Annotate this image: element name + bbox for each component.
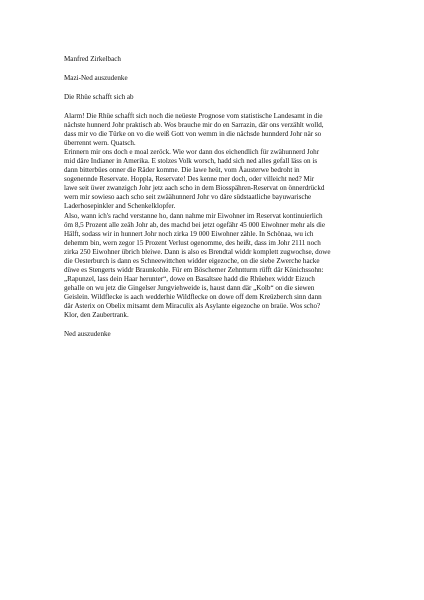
body-line: Erinnern mir ons doch e moal zeröck. Wie wor dann dos eichendlich für zwähunnerd Johr [64, 148, 320, 157]
body-line: Laderhosepinkler and Schenkelklopfer. [64, 202, 176, 211]
body-line: dann bitterbües onner die Räder komme. Die lawe heüt, vom Äausterwe bedroht in [64, 166, 300, 175]
article-title: Die Rhüe schafft sich ab [64, 93, 134, 101]
body-line: überrennt wern. Quatsch. [64, 139, 136, 148]
body-line: die Oesterburch is dann es Schneewittchen widder eigezoche, on die siebe Zwerche hacke [64, 256, 320, 265]
author-name: Manfred Zirkelbach [64, 55, 121, 63]
body-line: Klor, den Zaubertrank. [64, 311, 129, 320]
body-line: düwe es Stengerts widdr Braunkohle. Für em Böschemer Zehntturm rüfft där Könichssohn: [64, 265, 324, 274]
body-line: Hälft, sodass wir in hunnert Johr noch zirka 19 000 Eiwohner zähle. In Schönaa, wu ich [64, 229, 314, 238]
body-line: wern mir sowieso aach scho seit zwäähunnerd Johr vo däre südstaatliche bayuwarische [64, 193, 312, 202]
body-line: mid däre Indianer in Amerika. E stolzes Volk worsch, hadd sich ned alles gefall läss on is [64, 157, 318, 166]
body-line: där Asterix on Obelix mitsamt dem Miraculix als Asylante eigezoche on braüe. Wos scho? [64, 301, 321, 310]
document-page [64, 55, 374, 339]
article-body [64, 112, 374, 320]
body-line: Also, wann ich's rachd verstanne ho, dann nahme mir Eiwohner im Reservat kontinuierlich [64, 211, 323, 220]
closing-line: Ned auszudenke [64, 330, 111, 339]
body-line: lawe seit üwer zwanzigch Johr jetz aach scho in dem Biosspähren-Reservat on önnerdrückd [64, 184, 325, 193]
body-line: zirka 250 Eiwohner übrich bleiwe. Dann is also es Brendtal widdr komplett zugwochse, dowe [64, 247, 331, 256]
body-line: Geislein. Wildflecke is aach wedderhie Wildflecke on dowe off dem Kreüzberch sinn dann [64, 292, 322, 301]
body-line: dass mir vo die Türke on vo die weiß Gott von wemm in die nächsde hunnderd Johr när so [64, 130, 322, 139]
body-line: sogenennde Reservate. Hoppla, Reservate! Des kenne mer doch, oder villeicht ned? Mir [64, 175, 315, 184]
body-line: „Rapunzel, lass dein Haar herunter“, dowe en Basaltsee hadd die Rhüehex widdr Eizuch [64, 274, 315, 283]
series-title: Mazi-Ned auszudenke [64, 74, 128, 82]
body-line: öm 8,5 Prozent alle zeäh Johr ab, des machd bei jetzt ogefähr 45 000 Eiwohner mehr als die [64, 220, 326, 229]
body-line: dehemm bin, wern zegor 15 Prozent Verlust ogenomme, des heißt, dass im Johr 2111 noch [64, 238, 321, 247]
body-line: gehalle on wu jetz die Gingelser Jungviehweide is, haust dann där „Kolb“ on die siewen [64, 283, 315, 292]
body-line: nächste hunnerd Johr praktisch ab. Wos brauche mir do en Sarrazin, där ons verzählt wolld, [64, 121, 324, 130]
body-line: Alarm! Die Rhüe schafft sich noch die neüeste Prognose vom statistische Landesamt in die [64, 112, 323, 120]
